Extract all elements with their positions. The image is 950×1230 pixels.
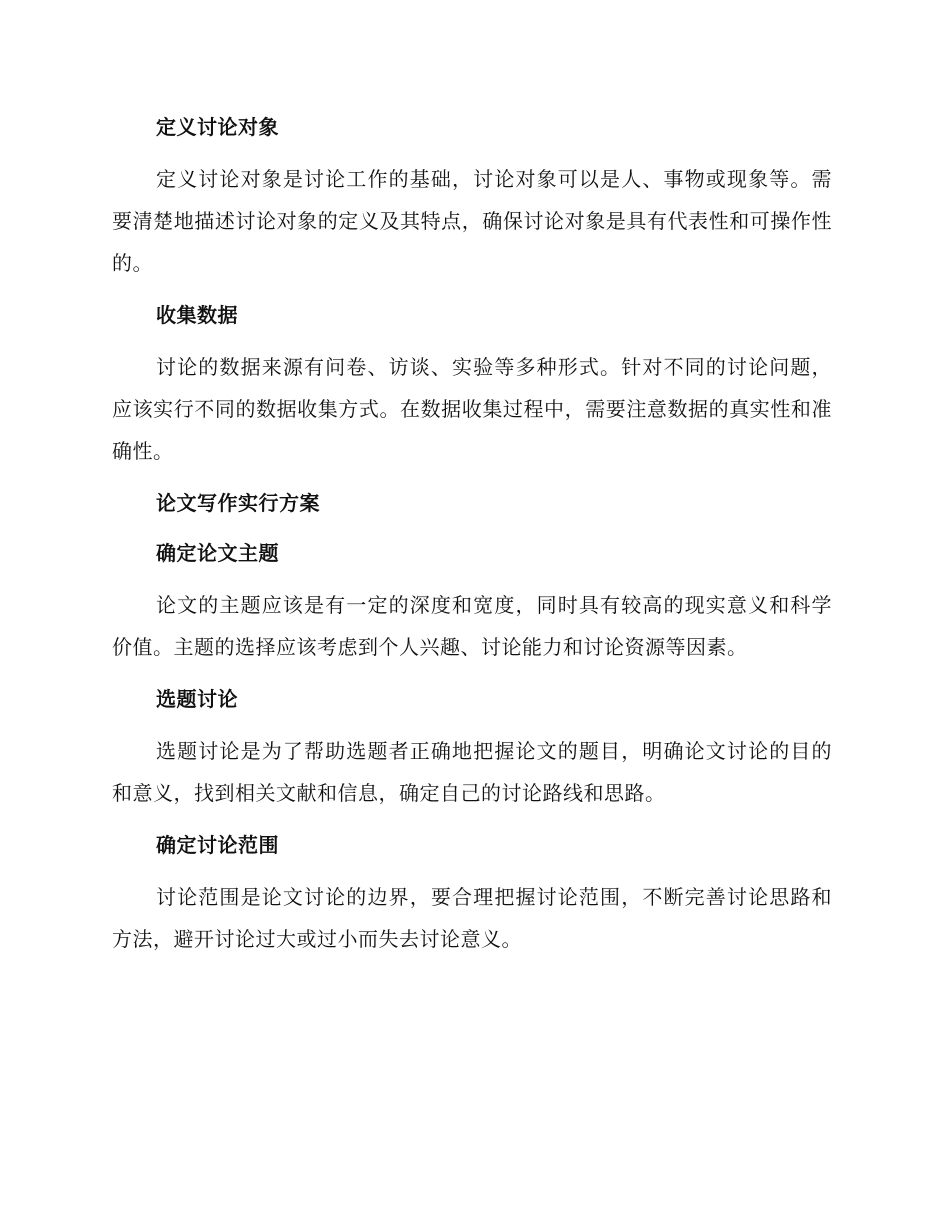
section-heading-thesis-topic: 确定论文主题 [156,541,279,565]
section-heading-collect-data: 收集数据 [156,303,238,327]
section-heading-scope: 确定讨论范围 [156,833,279,857]
section-body-collect-data: 讨论的数据来源有问卷、访谈、实验等多种形式。针对不同的讨论问题，应该实行不同的数据收集方式。在数据收集过程中，需要注意数据的真实性和准确性。 [112,355,832,463]
section-heading-topic-discussion: 选题讨论 [156,687,238,711]
section-heading-writing-plan: 论文写作实行方案 [156,491,320,515]
section-body-define-object: 定义讨论对象是讨论工作的基础，讨论对象可以是人、事物或现象等。需要清楚地描述讨论对象的定义及其特点，确保讨论对象是具有代表性和可操作性的。 [112,167,832,275]
section-body-topic-discussion: 选题讨论是为了帮助选题者正确地把握论文的题目，明确论文讨论的目的和意义，找到相关文献和信息，确定自己的讨论路线和思路。 [112,739,832,805]
section-heading-define-object: 定义讨论对象 [156,115,279,139]
document-content [112,108,832,972]
section-body-scope: 讨论范围是论文讨论的边界，要合理把握讨论范围，不断完善讨论思路和方法，避开讨论过大或过小而失去讨论意义。 [112,885,832,951]
section-body-thesis-topic: 论文的主题应该是有一定的深度和宽度，同时具有较高的现实意义和科学价值。主题的选择应该考虑到个人兴趣、讨论能力和讨论资源等因素。 [112,593,832,659]
